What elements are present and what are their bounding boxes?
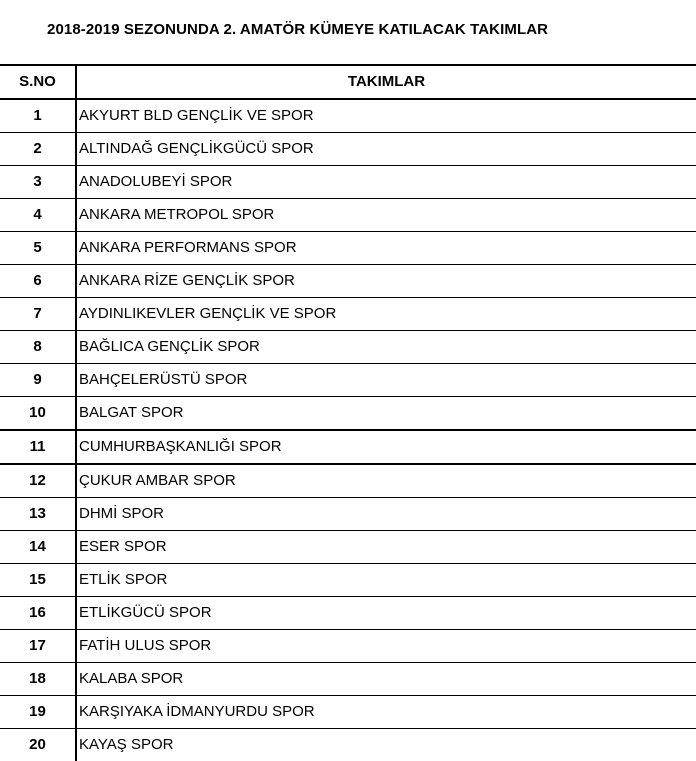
table-row bbox=[0, 663, 696, 696]
row-number: 5 bbox=[0, 232, 76, 265]
row-number: 20 bbox=[0, 729, 76, 761]
team-name: ALTINDAĞ GENÇLİKGÜCÜ SPOR bbox=[76, 133, 696, 166]
team-name: AKYURT BLD GENÇLİK VE SPOR bbox=[76, 99, 696, 133]
table-row bbox=[0, 331, 696, 364]
row-number: 15 bbox=[0, 564, 76, 597]
table-row bbox=[0, 364, 696, 397]
row-number: 17 bbox=[0, 630, 76, 663]
row-number: 7 bbox=[0, 298, 76, 331]
table-row bbox=[0, 298, 696, 331]
row-number: 16 bbox=[0, 597, 76, 630]
row-number: 12 bbox=[0, 464, 76, 498]
row-number: 18 bbox=[0, 663, 76, 696]
team-name: ETLİK SPOR bbox=[76, 564, 696, 597]
table-row bbox=[0, 133, 696, 166]
row-number: 1 bbox=[0, 99, 76, 133]
table-row bbox=[0, 464, 696, 498]
column-header-no: S.NO bbox=[0, 65, 76, 99]
table-row bbox=[0, 630, 696, 663]
row-number: 11 bbox=[0, 430, 76, 464]
row-number: 8 bbox=[0, 331, 76, 364]
team-name: ESER SPOR bbox=[76, 531, 696, 564]
table-row bbox=[0, 531, 696, 564]
row-number: 10 bbox=[0, 397, 76, 431]
row-number: 2 bbox=[0, 133, 76, 166]
row-number: 13 bbox=[0, 498, 76, 531]
teams-table bbox=[0, 64, 696, 761]
table-row bbox=[0, 232, 696, 265]
table-row bbox=[0, 729, 696, 761]
page-title: 2018-2019 SEZONUNDA 2. AMATÖR KÜMEYE KATILACAK TAKIMLAR bbox=[47, 21, 548, 38]
table-row bbox=[0, 597, 696, 630]
team-name: ÇUKUR AMBAR SPOR bbox=[76, 464, 696, 498]
team-name: DHMİ SPOR bbox=[76, 498, 696, 531]
table-row bbox=[0, 397, 696, 431]
team-name: FATİH ULUS SPOR bbox=[76, 630, 696, 663]
table-row bbox=[0, 99, 696, 133]
team-name: BAHÇELERÜSTÜ SPOR bbox=[76, 364, 696, 397]
table-row bbox=[0, 199, 696, 232]
table-row bbox=[0, 430, 696, 464]
table-row bbox=[0, 696, 696, 729]
row-number: 19 bbox=[0, 696, 76, 729]
team-name: BAĞLICA GENÇLİK SPOR bbox=[76, 331, 696, 364]
table-row bbox=[0, 564, 696, 597]
team-name: ANADOLUBEYİ SPOR bbox=[76, 166, 696, 199]
table-row bbox=[0, 166, 696, 199]
team-name: ANKARA METROPOL SPOR bbox=[76, 199, 696, 232]
team-name: KARŞIYAKA İDMANYURDU SPOR bbox=[76, 696, 696, 729]
row-number: 6 bbox=[0, 265, 76, 298]
team-name: AYDINLIKEVLER GENÇLİK VE SPOR bbox=[76, 298, 696, 331]
row-number: 9 bbox=[0, 364, 76, 397]
team-name: CUMHURBAŞKANLIĞI SPOR bbox=[76, 430, 696, 464]
row-number: 3 bbox=[0, 166, 76, 199]
team-name: BALGAT SPOR bbox=[76, 397, 696, 431]
column-header-teams: TAKIMLAR bbox=[76, 65, 696, 99]
team-name: KALABA SPOR bbox=[76, 663, 696, 696]
team-name: ANKARA PERFORMANS SPOR bbox=[76, 232, 696, 265]
team-name: ANKARA RİZE GENÇLİK SPOR bbox=[76, 265, 696, 298]
row-number: 4 bbox=[0, 199, 76, 232]
team-name: KAYAŞ SPOR bbox=[76, 729, 696, 761]
table-row bbox=[0, 265, 696, 298]
team-name: ETLİKGÜCÜ SPOR bbox=[76, 597, 696, 630]
table-header-row bbox=[0, 65, 696, 99]
table-row bbox=[0, 498, 696, 531]
row-number: 14 bbox=[0, 531, 76, 564]
